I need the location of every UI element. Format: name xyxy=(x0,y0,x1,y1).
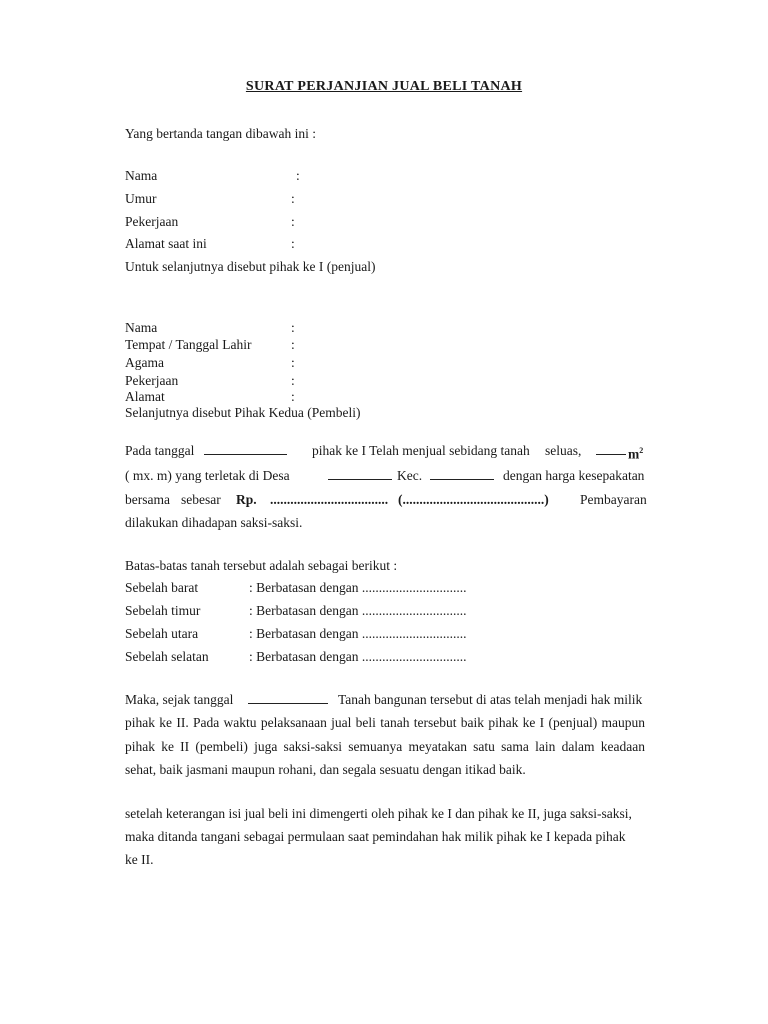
seller-name-colon: : xyxy=(296,168,300,183)
boundary-west-text: : Berbatasan dengan ............................... xyxy=(249,580,467,595)
boundaries-heading: Batas-batas tanah tersebut adalah sebagai berikut : xyxy=(125,558,398,573)
p2-line-4: sehat, baik jasmani maupun rohani, dan segala sesuatu dengan itikad baik. xyxy=(125,762,526,777)
p1-area-label: seluas, xyxy=(545,443,582,458)
seller-age-label: Umur xyxy=(125,191,157,206)
p2-date-blank xyxy=(248,692,328,704)
boundary-east-label: Sebelah timur xyxy=(125,603,201,618)
buyer-name-colon: : xyxy=(291,320,295,335)
p2-line-3: pihak ke II (pembeli) juga saksi-saksi semuanya meyatakan satu sama lain dalam keadaan xyxy=(125,739,645,754)
seller-age-colon: : xyxy=(291,191,295,206)
buyer-birth-colon: : xyxy=(291,337,295,352)
boundary-west-label: Sebelah barat xyxy=(125,580,199,595)
p1-date-blank xyxy=(204,443,287,455)
p1-unit-m: m xyxy=(628,446,640,462)
p1-area-blank xyxy=(596,443,626,455)
buyer-address-colon: : xyxy=(291,389,295,404)
p1-district-label: Kec. xyxy=(397,468,423,483)
buyer-religion-label: Agama xyxy=(125,355,164,370)
p3-line-2: maka ditanda tangani sebagai permulaan saat pemindahan hak milik pihak ke I kepada pihak xyxy=(125,829,626,844)
seller-address-colon: : xyxy=(291,236,295,251)
boundary-north-text: : Berbatasan dengan ............................... xyxy=(249,626,467,641)
seller-address-label: Alamat saat ini xyxy=(125,236,207,251)
buyer-birth-label: Tempat / Tanggal Lahir xyxy=(125,337,252,352)
buyer-job-label: Pekerjaan xyxy=(125,373,179,388)
p1-area-unit xyxy=(628,443,643,463)
buyer-job-colon: : xyxy=(291,373,295,388)
p3-line-1: setelah keterangan isi jual beli ini dimengerti oleh pihak ke I dan pihak ke II, juga saksi-saksi, xyxy=(125,806,632,821)
seller-closing: Untuk selanjutnya disebut pihak ke I (penjual) xyxy=(125,259,376,274)
p1-payment: Pembayaran xyxy=(580,492,647,507)
p1-village-blank xyxy=(328,468,392,480)
p3-line-3: ke II. xyxy=(125,852,154,867)
boundary-north-label: Sebelah utara xyxy=(125,626,199,641)
boundary-east-text: : Berbatasan dengan ............................... xyxy=(249,603,467,618)
document-title: SURAT PERJANJIAN JUAL BELI TANAH xyxy=(245,79,523,94)
p1-amount-dots: ................................... xyxy=(270,492,389,507)
p1-price-text: dengan harga kesepakatan xyxy=(503,468,645,483)
p1-amount-label: sebesar xyxy=(181,492,221,507)
boundary-south-text: : Berbatasan dengan ............................... xyxy=(249,649,467,664)
p1-witnesses: dilakukan dihadapan saksi-saksi. xyxy=(125,515,303,530)
p1-rp: Rp. xyxy=(236,492,257,507)
p2-land-text: Tanah bangunan tersebut di atas telah menjadi hak milik xyxy=(338,692,643,707)
p2-line-2: pihak ke II. Pada waktu pelaksanaan jual beli tanah tersebut baik pihak ke I (penjual) maupun xyxy=(125,715,645,730)
buyer-name-label: Nama xyxy=(125,320,158,335)
buyer-address-label: Alamat xyxy=(125,389,165,404)
intro-text: Yang bertanda tangan dibawah ini : xyxy=(125,126,316,141)
seller-job-label: Pekerjaan xyxy=(125,214,179,229)
buyer-religion-colon: : xyxy=(291,355,295,370)
seller-job-colon: : xyxy=(291,214,295,229)
p1-sold-text: pihak ke I Telah menjual sebidang tanah xyxy=(312,443,530,458)
seller-name-label: Nama xyxy=(125,168,158,183)
p1-district-blank xyxy=(430,468,494,480)
boundary-south-label: Sebelah selatan xyxy=(125,649,209,664)
p1-unit-sup: 2 xyxy=(639,446,644,455)
p1-together: bersama xyxy=(125,492,170,507)
buyer-closing: Selanjutnya disebut Pihak Kedua (Pembeli) xyxy=(125,405,361,420)
p1-amount-words: (..........................................) xyxy=(398,492,549,507)
p2-since-date: Maka, sejak tanggal xyxy=(125,692,234,707)
p1-dimension-text: ( mx. m) yang terletak di Desa xyxy=(125,468,290,483)
p1-date-label: Pada tanggal xyxy=(125,443,195,458)
